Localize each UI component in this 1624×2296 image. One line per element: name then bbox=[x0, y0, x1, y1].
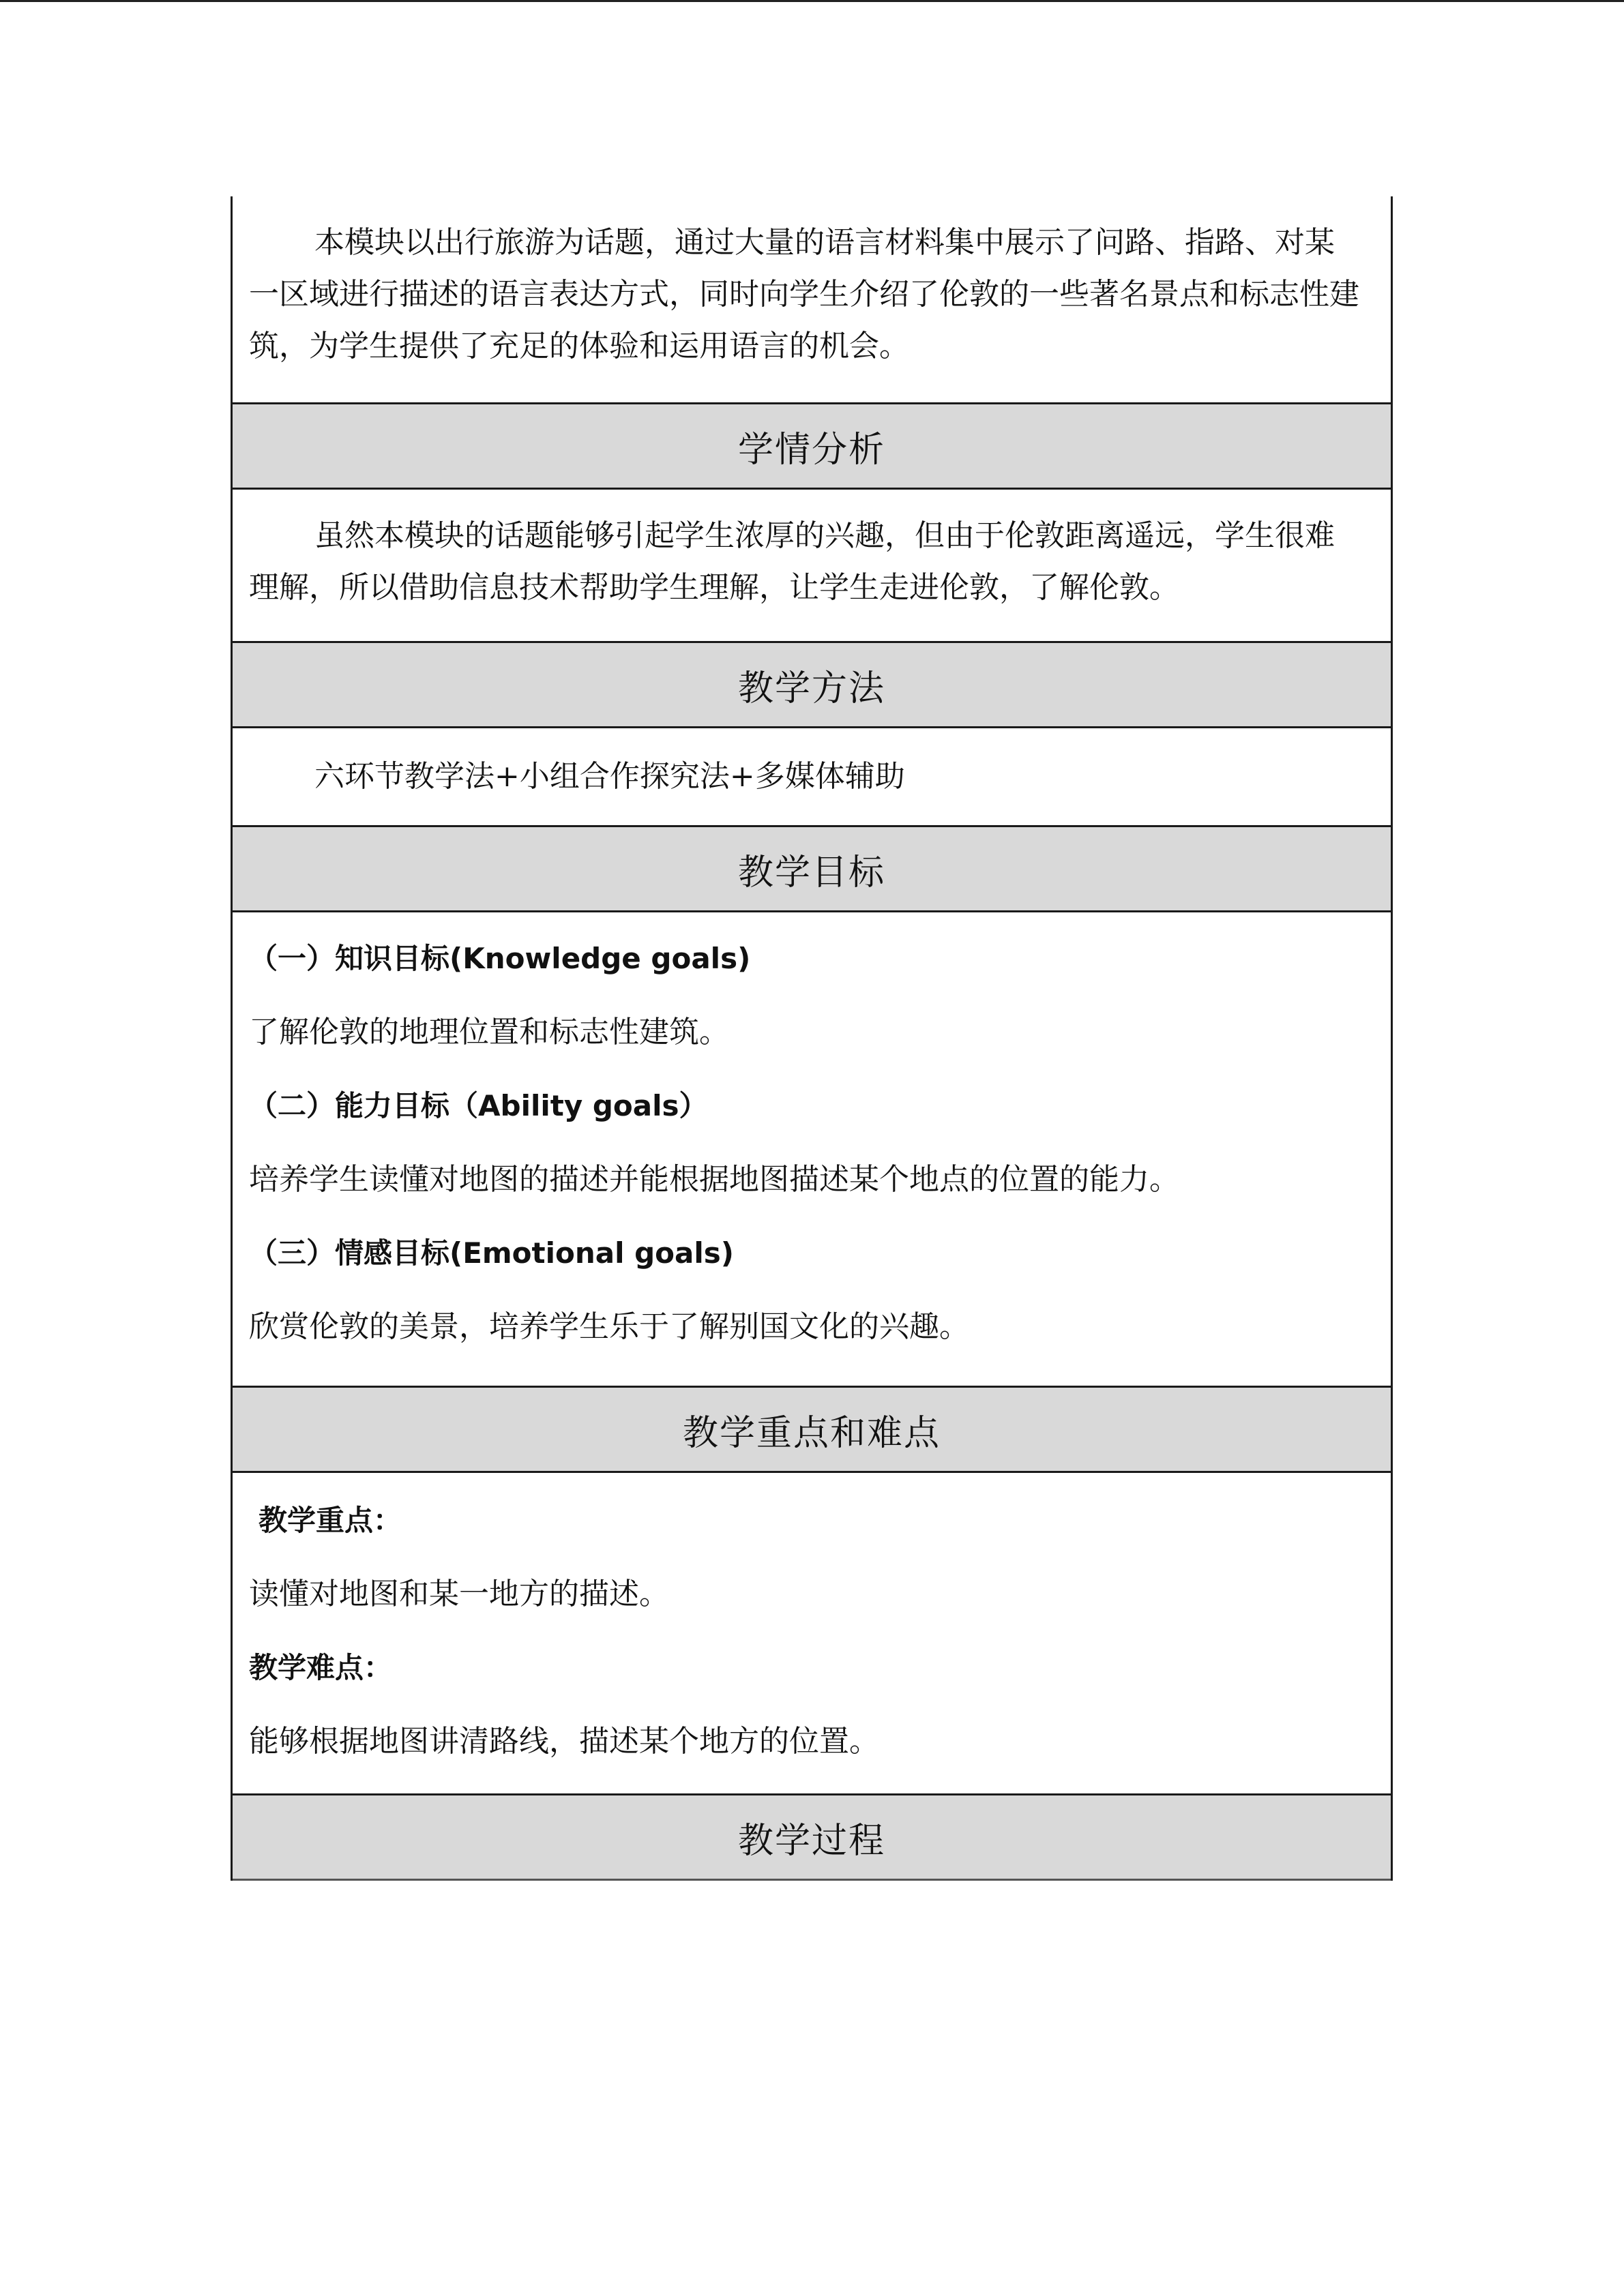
module-intro-text: 本模块以出行旅游为话题，通过大量的语言材料集中展示了问路、指路、对某一区域进行描述的语言表达方式，同时向学生介绍了伦敦的一些著名景点和标志性建筑，为学生提供了充足的体验和运用语言的机会。 bbox=[249, 225, 1359, 363]
page-top-border bbox=[0, 0, 1624, 2]
method-cell bbox=[233, 728, 1391, 825]
goals-cell bbox=[233, 912, 1391, 1386]
analysis-title: 学情分析 bbox=[737, 429, 885, 471]
analysis-text: 虽然本模块的话题能够引起学生浓厚的兴趣，但由于伦敦距离遥远，学生很难理解，所以借助信息技术帮助学生理解，让学生走进伦敦，了解伦敦。 bbox=[249, 518, 1335, 605]
emotional-goal-text: 欣赏伦敦的美景，培养学生乐于了解别国文化的兴趣。 bbox=[249, 1309, 969, 1344]
method-header bbox=[233, 641, 1391, 728]
focus-text: 读懂对地图和某一地方的描述。 bbox=[249, 1577, 669, 1611]
knowledge-goal-text: 了解伦敦的地理位置和标志性建筑。 bbox=[249, 1015, 729, 1049]
difficulty-text: 能够根据地图讲清路线，描述某个地方的位置。 bbox=[249, 1724, 879, 1759]
process-title: 教学过程 bbox=[737, 1820, 885, 1862]
method-title: 教学方法 bbox=[737, 668, 885, 709]
keypoints-cell bbox=[233, 1473, 1391, 1793]
keypoints-header bbox=[233, 1386, 1391, 1473]
goals-header bbox=[233, 825, 1391, 912]
goals-title: 教学目标 bbox=[737, 852, 885, 893]
keypoints-title: 教学重点和难点 bbox=[682, 1412, 941, 1454]
focus-heading: 教学重点： bbox=[259, 1504, 402, 1537]
module-intro-cell bbox=[233, 196, 1391, 402]
ability-goal-text: 培养学生读懂对地图的描述并能根据地图描述某个地点的位置的能力。 bbox=[249, 1162, 1179, 1197]
process-header bbox=[233, 1793, 1391, 1881]
lesson-plan-table bbox=[231, 196, 1393, 1881]
analysis-header bbox=[233, 402, 1391, 490]
method-text: 六环节教学法+小组合作探究法+多媒体辅助 bbox=[314, 759, 905, 794]
emotional-goal-heading: （三）情感目标(Emotional goals) bbox=[249, 1236, 734, 1270]
difficulty-heading: 教学难点： bbox=[249, 1651, 393, 1684]
knowledge-goal-heading: （一）知识目标(Knowledge goals) bbox=[249, 942, 751, 975]
analysis-cell bbox=[233, 490, 1391, 641]
ability-goal-heading: （二）能力目标（Ability goals） bbox=[249, 1089, 708, 1122]
